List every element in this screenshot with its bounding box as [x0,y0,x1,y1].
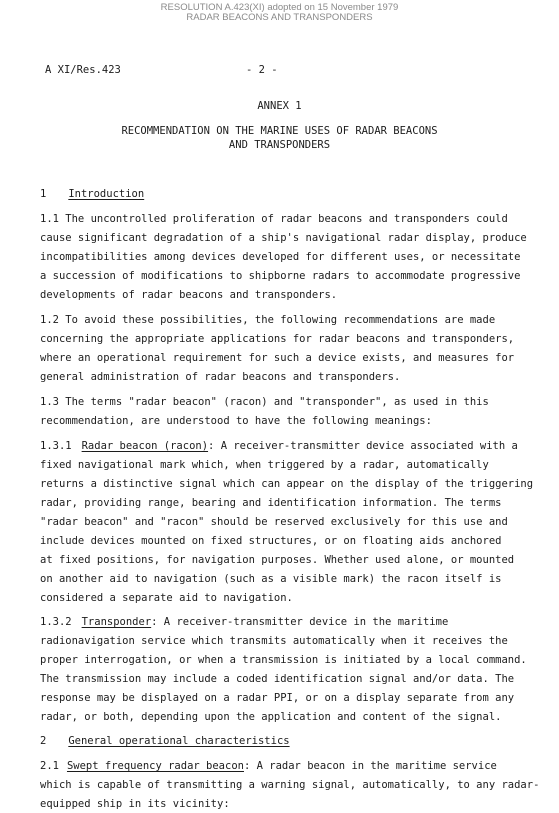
text-line: at fixed positions, for navigation purposes. Whether used alone, or mounted [40,554,515,566]
definition-text: : A receiver-transmitter device associated with a [208,440,518,452]
text-line: returns a distinctive signal which can appear on the display of the triggering [40,478,534,490]
header-line-1: RESOLUTION A.423(XI) adopted on 15 November 1979 [160,2,399,13]
definition-text: : A receiver-transmitter device in the maritime [151,616,449,628]
text-line: response may be displayed on a radar PPI, or on a display separate from any [40,692,515,704]
text-line: cause significant degradation of a ship's navigational radar display, produce [40,232,527,244]
paragraph-number: 1.3.2 [40,616,72,628]
section-1-heading [40,188,144,200]
paragraph-number: 2.1 [40,760,59,772]
text-line: concerning the appropriate applications for radar beacons and transponders, [40,333,515,345]
text-line [40,760,497,772]
text-line: equipped ship in its vicinity: [40,798,230,810]
text-line: proper interrogation, or when a transmission is initiated by a local command. [40,654,527,666]
text-line: radar, providing range, bearing and identification information. The terms [40,497,502,509]
text-line: considered a separate aid to navigation. [40,592,293,604]
section-2-heading [40,735,290,747]
text-line: general administration of radar beacons and transponders. [40,371,401,383]
text-line: recommendation, are understood to have the following meanings: [40,415,432,427]
text-line: The transmission may include a coded identification signal and/or data. The [40,673,515,685]
text-line [40,440,518,452]
text-line: on another aid to navigation (such as a visible mark) the racon itself is [40,573,502,585]
text-line: 1.2 To avoid these possibilities, the following recommendations are made [40,314,496,326]
title-line-2: AND TRANSPONDERS [228,139,331,151]
header-line-2: RADAR BEACONS AND TRANSPONDERS [186,12,373,23]
text-line: 1.1 The uncontrolled proliferation of radar beacons and transponders could [40,213,508,225]
paragraph-number: 1.3.1 [40,440,72,452]
text-line: which is capable of transmitting a warning signal, automatically, to any radar- [40,779,540,791]
text-line [40,616,448,628]
annex-label: ANNEX 1 [257,100,302,112]
definition-text: : A radar beacon in the maritime service [243,760,497,772]
text-line: where an operational requirement for such a device exists, and measures for [40,352,515,364]
text-line: radar, or both, depending upon the application and content of the signal. [40,711,502,723]
section-number: 2 [40,735,47,747]
text-line: include devices mounted on fixed structures, or on floating aids anchored [40,535,502,547]
defined-term: Transponder [81,616,152,628]
page-number: - 2 - [246,64,278,76]
section-number: 1 [40,188,47,200]
text-line: developments of radar beacons and transponders. [40,289,338,301]
text-line: a succession of modifications to shipborne radars to accommodate progressive [40,270,521,282]
text-line: "radar beacon" and "racon" should be reserved exclusively for this use and [40,516,508,528]
section-title: Introduction [68,188,145,200]
defined-term: Swept frequency radar beacon [66,760,244,772]
document-reference: A XI/Res.423 [45,64,121,76]
text-line: 1.3 The terms "radar beacon" (racon) and "transponder", as used in this [40,396,489,408]
defined-term: Radar beacon (racon) [81,440,209,452]
title-line-1: RECOMMENDATION ON THE MARINE USES OF RADAR BEACONS [121,125,438,137]
text-line: fixed navigational mark which, when triggered by a radar, automatically [40,459,489,471]
section-title: General operational characteristics [68,735,290,747]
text-line: radionavigation service which transmits automatically when it receives the [40,635,508,647]
text-line: incompatibilities among devices developed for different uses, or necessitate [40,251,521,263]
